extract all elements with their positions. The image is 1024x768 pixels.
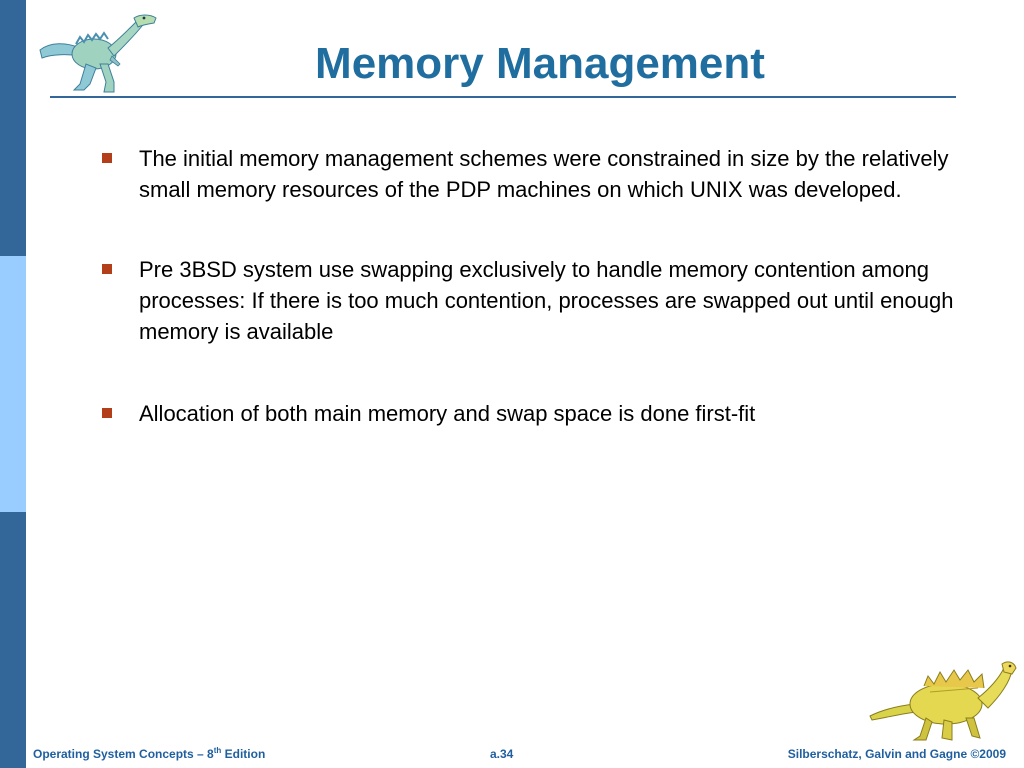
title-underline: [50, 96, 956, 98]
bullet-item: [100, 398, 960, 429]
sidebar-band-middle: [0, 256, 26, 512]
footer-page-number: a.34: [490, 747, 514, 761]
footer-course-title-sup: th: [213, 746, 222, 755]
dinosaur-bottom-icon: [868, 658, 1018, 742]
bullet-text: The initial memory management schemes were constrained in size by the relatively small memory resources of the PDP machines on which UNIX was developed.: [139, 146, 949, 202]
bullet-text: Allocation of both main memory and swap space is done first-fit: [139, 401, 756, 426]
footer-copyright: Silberschatz, Galvin and Gagne ©2009: [787, 747, 1006, 761]
footer-course-title: [33, 746, 265, 762]
dinosaur-top-icon: [36, 6, 158, 96]
bullet-item: [100, 254, 960, 347]
slide-title: Memory Management: [315, 39, 765, 88]
bullet-text: Pre 3BSD system use swapping exclusively to handle memory contention among processes: If there is too much contention, processes are swapped out until enough memory is available: [139, 257, 954, 344]
square-bullet-icon: [102, 264, 112, 274]
footer-course-title-suffix: Edition: [221, 747, 266, 761]
sidebar-band-bottom: [0, 512, 26, 768]
square-bullet-icon: [102, 408, 112, 418]
bullet-list: [100, 143, 960, 449]
square-bullet-icon: [102, 153, 112, 163]
bullet-item: [100, 143, 960, 205]
sidebar-band-top: [0, 0, 26, 256]
footer-course-title-text: Operating System Concepts – 8: [33, 747, 214, 761]
